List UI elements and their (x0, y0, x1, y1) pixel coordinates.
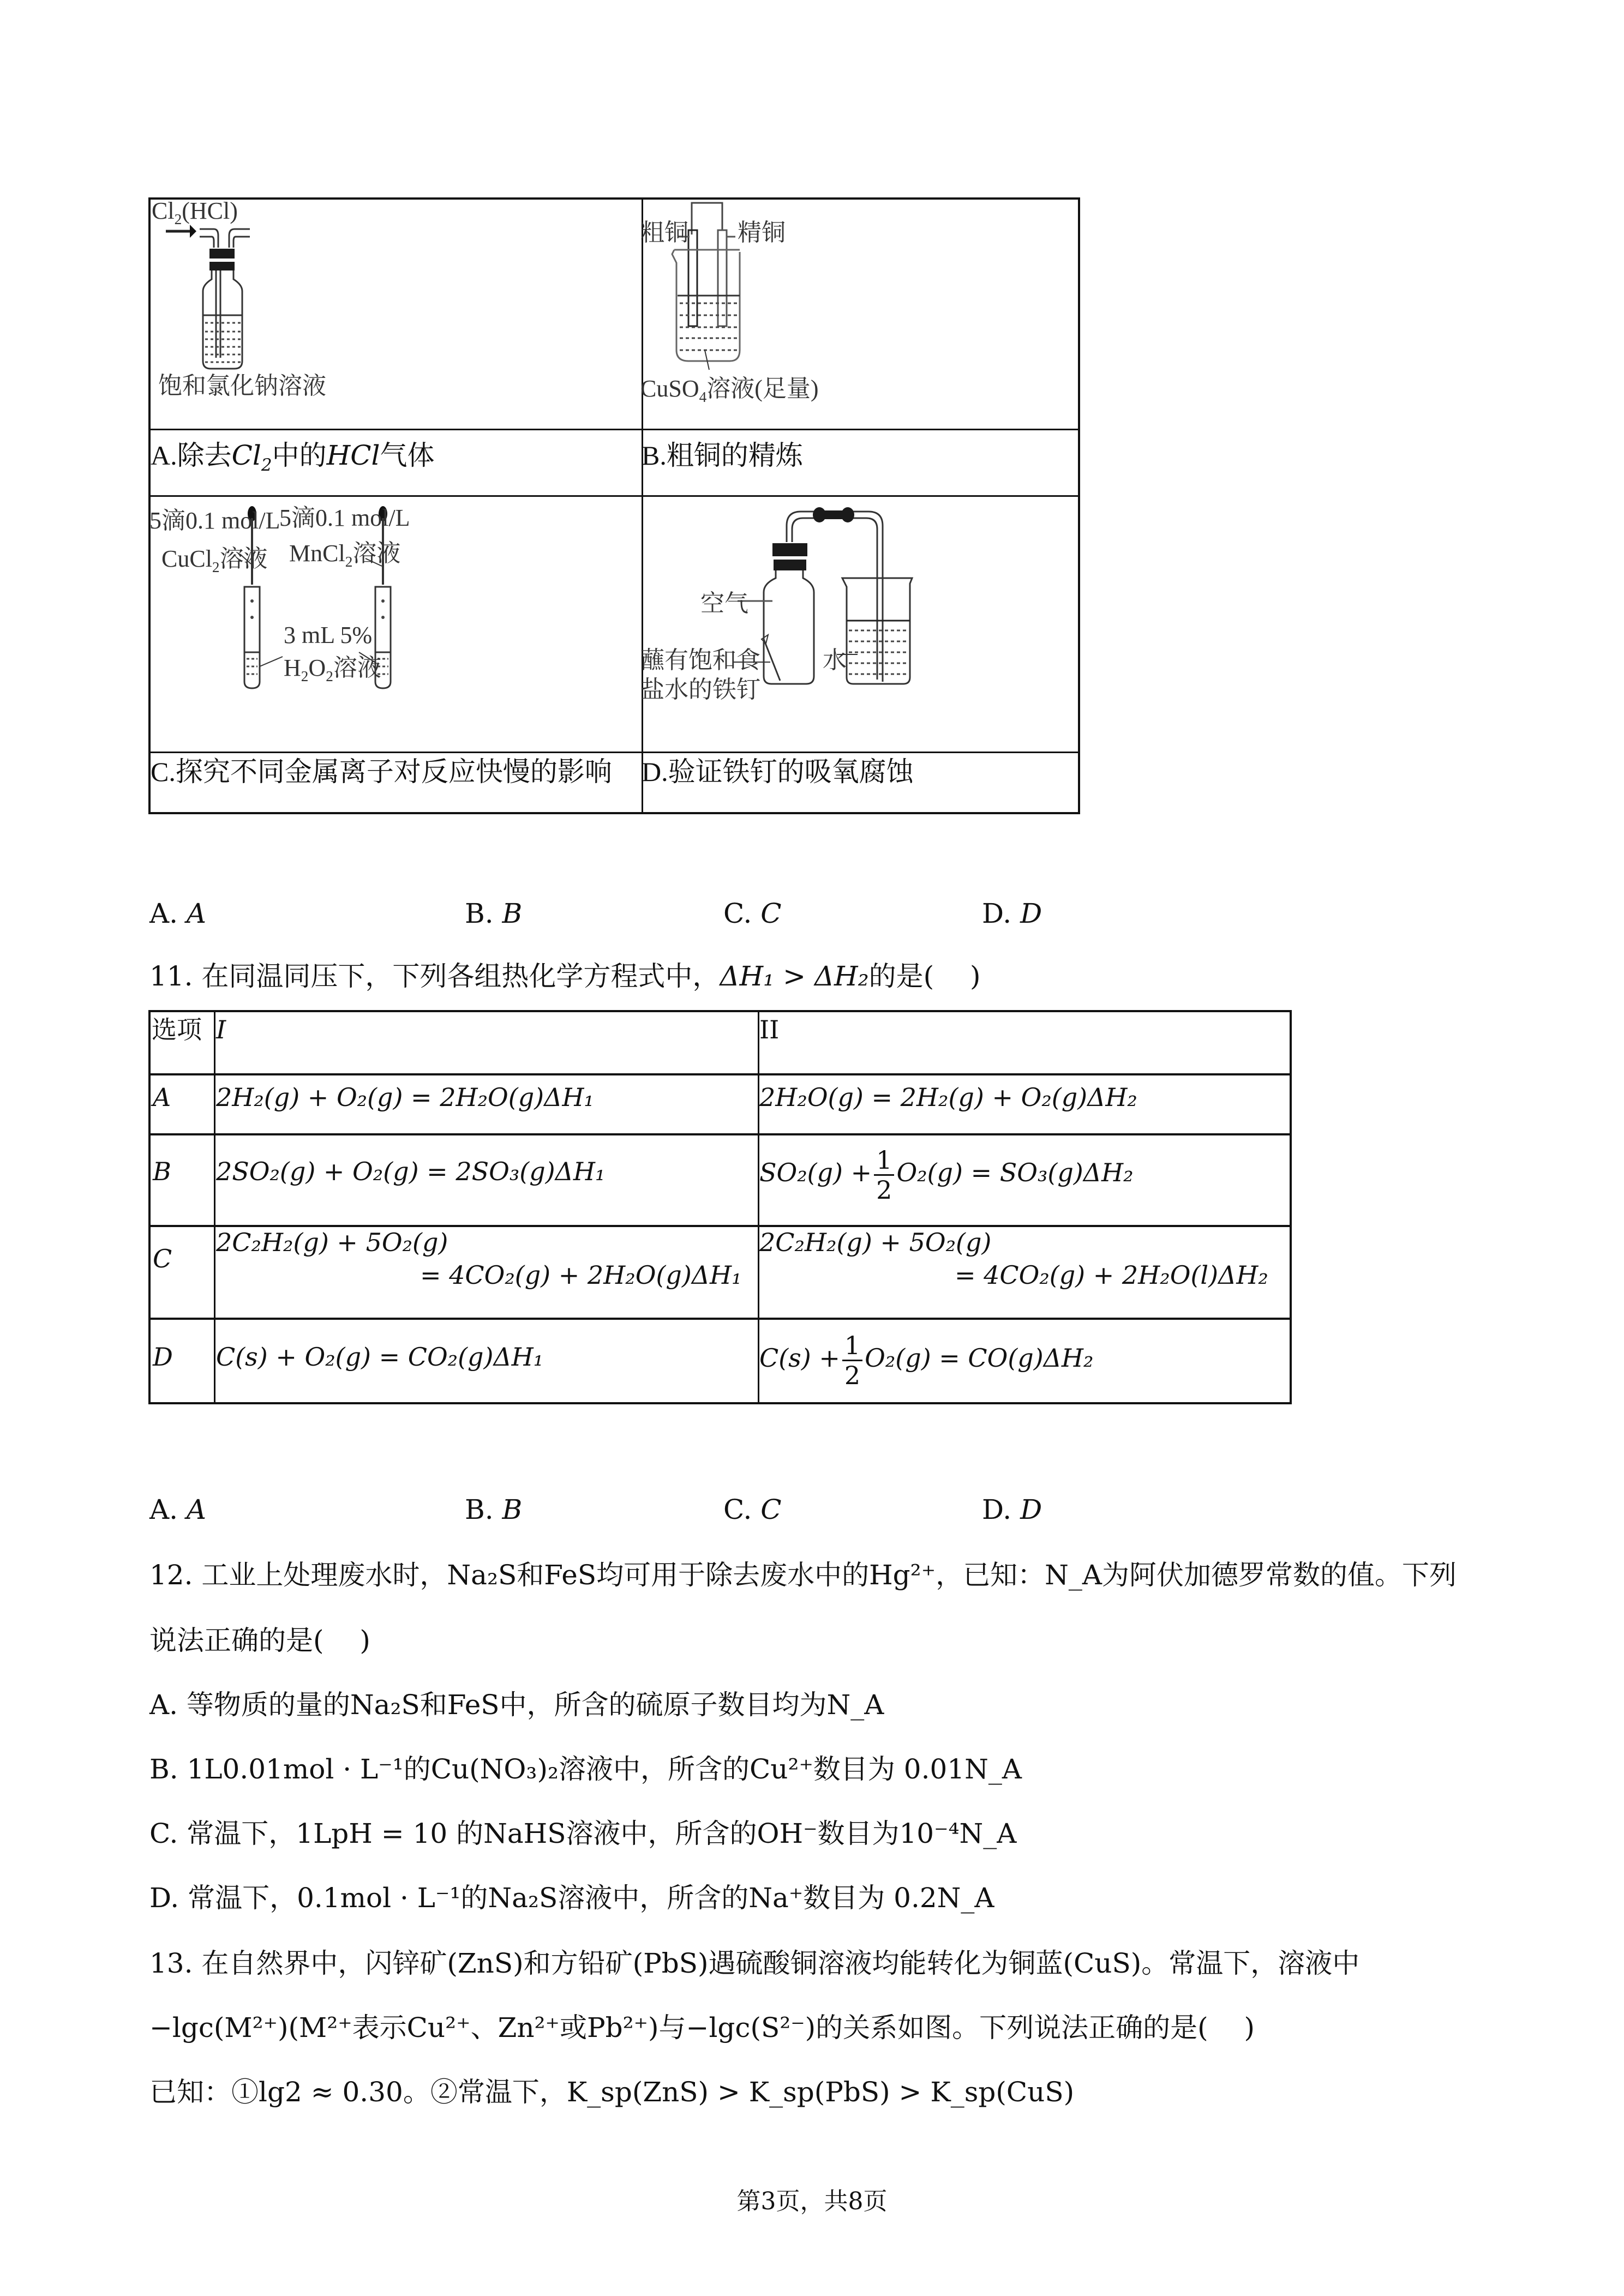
q11-option-c[interactable]: C. C (723, 1494, 782, 1525)
q10-option-b[interactable]: B. B (465, 898, 523, 929)
q10-option-d[interactable]: D. D (982, 898, 1042, 929)
q12-stem-line1: 12. 工业上处理废水时，Na₂S和FeS均可用于除去废水中的Hg²⁺，已知：N_A为阿伏加德罗常数的值。下列 (149, 1559, 1457, 1591)
flask (764, 570, 814, 684)
corrosion-apparatus-diagram (639, 496, 1080, 753)
table-divider (151, 1073, 1290, 1075)
rubber-tube-clamp (813, 507, 854, 522)
table-divider (214, 1012, 215, 1402)
q13-stem-line2: −lgc(M²⁺)(M²⁺表示Cu²⁺、Zn²⁺或Pb²⁺)与−lgc(S²⁻)的关系如图。下列说法正确的是( ) (149, 2012, 1255, 2043)
arrow-icon (166, 225, 196, 238)
q11-option-a[interactable]: A. A (149, 1494, 207, 1525)
stopper (772, 543, 807, 556)
label-saturated-nacl: 饱和氯化钠溶液 (158, 372, 326, 399)
table-divider (151, 429, 1078, 430)
pure-copper-electrode (718, 230, 727, 326)
equation-i-line2: = 4CO₂(g) + 2H₂O(g)ΔH₁ (420, 1260, 742, 1290)
equation-ii: SO₂(g) + $\frac{1}{2}$ O₂(g) = SO₃(g)ΔH₂ (759, 1145, 1134, 1205)
row-option: C (153, 1244, 172, 1273)
q12-choice-a[interactable]: A. 等物质的量的Na₂S和FeS中，所含的硫原子数目均为N_A (149, 1689, 884, 1721)
equation-i: C(s) + O₂(g) = CO₂(g)ΔH₁ (216, 1342, 544, 1372)
q10-option-c[interactable]: C. C (723, 898, 782, 929)
label-cucl2-solution: CuCl$_2$溶液 (161, 545, 268, 575)
q13-known-conditions: 已知：①lg2 ≈ 0.30。②常温下，K_sp(ZnS) > K_sp(PbS) > K_sp(CuS) (149, 2076, 1075, 2108)
test-tubes-diagram (148, 496, 639, 753)
label-pure-copper: 精铜 (738, 219, 786, 246)
label-nail-line2: 盐水的铁钉 (640, 676, 760, 703)
label-h2o2-solution: $H_2O_2$溶液 (284, 654, 381, 684)
caption-c: C.探究不同金属离子对反应快慢的影响 (151, 756, 612, 787)
q12-choice-b[interactable]: B. 1L0.01mol · L⁻¹的Cu(NO₃)₂溶液中，所含的Cu²⁺数目为 0.01N_A (149, 1753, 1022, 1785)
equation-ii-line2: = 4CO₂(g) + 2H₂O(l)ΔH₂ (955, 1260, 1268, 1290)
row-option: A (153, 1083, 171, 1112)
q12-choice-d[interactable]: D. 常温下，0.1mol · L⁻¹的Na₂S溶液中，所含的Na⁺数目为 0.2N_A (149, 1882, 994, 1914)
label-crude-copper: 粗铜 (640, 219, 688, 246)
table-divider (151, 1133, 1290, 1135)
row-option: B (153, 1157, 171, 1186)
label-nail-line1: 蘸有饱和食 (640, 647, 760, 674)
equation-i-line1: 2C₂H₂(g) + 5O₂(g) (216, 1228, 448, 1257)
equation-i: 2H₂(g) + O₂(g) = 2H₂O(g)ΔH₁ (216, 1083, 594, 1112)
label-mncl2-drops: 5滴0.1 mol/L (279, 504, 410, 531)
fraction: $\frac{1}{2}$ (874, 1146, 894, 1204)
caption-d: D.验证铁钉的吸氧腐蚀 (642, 756, 914, 787)
page-number: 第3页，共8页 (736, 2187, 888, 2215)
label-gas-inlet: $Cl_2(HCl)$ (152, 197, 238, 227)
label-cuso4-solution: CuSO$_4$溶液(足量) (640, 375, 819, 405)
header-i: I (216, 1015, 226, 1044)
q10-option-a[interactable]: A. A (149, 898, 207, 929)
header-ii: II (759, 1015, 780, 1044)
label-cucl2-drops: 5滴0.1 mol/L (149, 507, 280, 534)
row-option: D (153, 1342, 173, 1372)
equation-ii: C(s) + $\frac{1}{2}$ O₂(g) = CO(g)ΔH₂ (759, 1330, 1094, 1390)
q12-choice-c[interactable]: C. 常温下，1LpH = 10 的NaHS溶液中，所含的OH⁻数目为10⁻⁴N_A (149, 1818, 1017, 1849)
q11-option-d[interactable]: D. D (982, 1494, 1042, 1525)
equation-i: 2SO₂(g) + O₂(g) = 2SO₃(g)ΔH₁ (216, 1157, 606, 1186)
equation-ii: 2H₂O(g) = 2H₂(g) + O₂(g)ΔH₂ (759, 1083, 1137, 1112)
q11-stem: 11. 在同温同压下，下列各组热化学方程式中，ΔH₁ > ΔH₂的是( ) (149, 960, 981, 992)
label-mncl2-solution: MnCl$_2$溶液 (289, 540, 401, 570)
fraction: $\frac{1}{2}$ (842, 1331, 862, 1390)
label-air: 空气 (700, 590, 748, 617)
caption-a: A.除去$Cl_2$中的HCl气体 (151, 440, 435, 475)
table-divider (151, 1318, 1290, 1320)
iron-nail (764, 639, 780, 681)
caption-b: B.粗铜的精炼 (642, 440, 803, 471)
label-water: 水 (823, 647, 847, 674)
label-h2o2-volume: 3 mL 5% (284, 622, 373, 648)
q13-stem-line1: 13. 在自然界中，闪锌矿(ZnS)和方铅矿(PbS)遇硫酸铜溶液均能转化为铜蓝(CuS)。常温下，溶液中 (149, 1948, 1360, 1979)
q12-stem-line2: 说法正确的是( ) (149, 1625, 370, 1656)
header-option: 选项 (152, 1015, 202, 1044)
crude-copper-electrode (688, 230, 697, 326)
equation-ii-line1: 2C₂H₂(g) + 5O₂(g) (759, 1228, 992, 1257)
q11-option-b[interactable]: B. B (465, 1494, 523, 1525)
